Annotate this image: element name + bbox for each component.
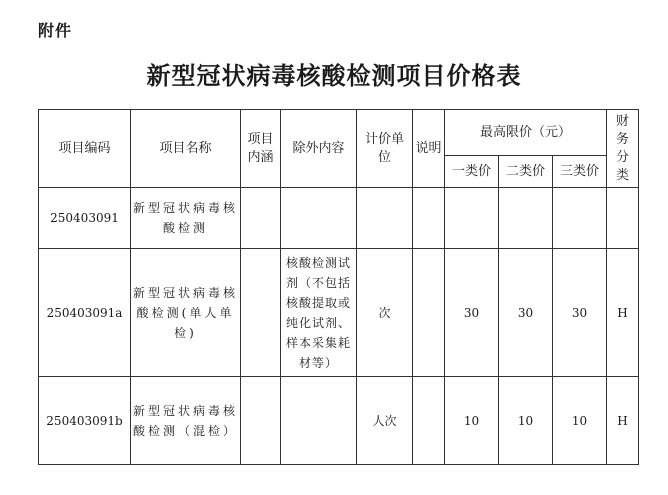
cell-code: 250403091a [39, 249, 131, 377]
document-title: 新型冠状病毒核酸检测项目价格表 [146, 62, 522, 90]
attachment-label: 附件 [38, 21, 73, 40]
header-excluded: 除外内容 [281, 110, 357, 188]
cell-unit: 次 [357, 249, 413, 377]
cell-code: 250403091 [39, 188, 131, 249]
cell-excluded: 核酸检测试剂（不包括核酸提取或纯化试剂、样本采集耗材等） [281, 249, 357, 377]
cell-unit [357, 188, 413, 249]
header-code: 项目编码 [39, 110, 131, 188]
cell-name: 新型冠状病毒核酸检测 [131, 188, 241, 249]
cell-class3 [553, 188, 607, 249]
cell-class1: 10 [445, 377, 499, 465]
header-content: 项目内涵 [241, 110, 281, 188]
table-row [39, 377, 639, 465]
cell-content [241, 188, 281, 249]
cell-class2 [499, 188, 553, 249]
header-unit: 计价单位 [357, 110, 413, 188]
cell-content [241, 377, 281, 465]
cell-name: 新型冠状病毒核酸检测(单人单检) [131, 249, 241, 377]
cell-note [413, 377, 445, 465]
cell-code: 250403091b [39, 377, 131, 465]
cell-class1 [445, 188, 499, 249]
header-class2: 二类价 [499, 156, 553, 188]
cell-finance [607, 188, 639, 249]
price-table [38, 109, 639, 465]
table-header-row [39, 110, 639, 156]
cell-class1: 30 [445, 249, 499, 377]
table-row [39, 249, 639, 377]
header-note: 说明 [413, 110, 445, 188]
cell-class3: 10 [553, 377, 607, 465]
cell-note [413, 188, 445, 249]
cell-excluded [281, 188, 357, 249]
cell-note [413, 249, 445, 377]
cell-excluded [281, 377, 357, 465]
table-row [39, 188, 639, 249]
cell-content [241, 249, 281, 377]
cell-finance: H [607, 377, 639, 465]
header-class3: 三类价 [553, 156, 607, 188]
cell-class2: 30 [499, 249, 553, 377]
header-max-price: 最高限价（元） [445, 110, 607, 156]
cell-unit: 人次 [357, 377, 413, 465]
header-class1: 一类价 [445, 156, 499, 188]
header-name: 项目名称 [131, 110, 241, 188]
cell-finance: H [607, 249, 639, 377]
cell-class2: 10 [499, 377, 553, 465]
cell-name: 新型冠状病毒核酸检测（混检） [131, 377, 241, 465]
header-finance: 财务分类 [607, 110, 639, 188]
cell-class3: 30 [553, 249, 607, 377]
